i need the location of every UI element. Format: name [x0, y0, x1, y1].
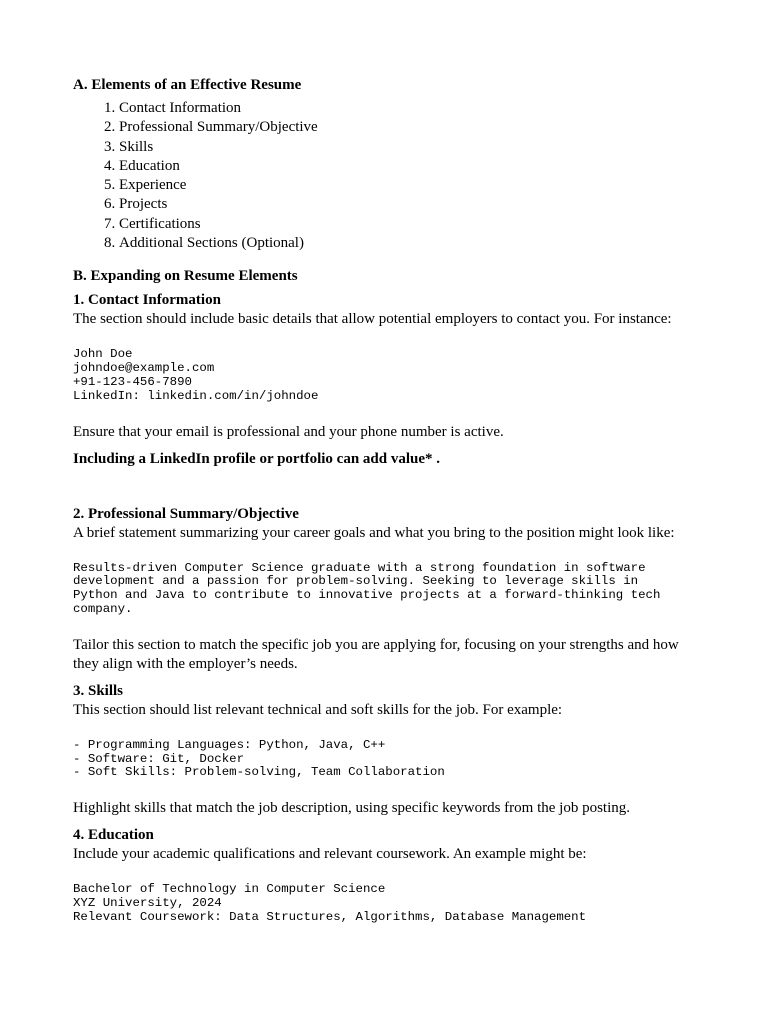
contact-code-block: John Doe johndoe@example.com +91-123-456-7890 LinkedIn: linkedin.com/in/johndoe — [73, 347, 319, 403]
section-b-heading: B. Expanding on Resume Elements — [73, 268, 298, 285]
list-item: 5. Experience — [119, 176, 698, 195]
list-item: 2. Professional Summary/Objective — [119, 118, 698, 137]
skills-heading: 3. Skills — [73, 682, 124, 699]
summary-code-block: Results-driven Computer Science graduate with a strong foundation in software development and a passion for problem-solving. Seeking to leverage skills in Python and Java to contribute to innovative projects at a forward-thinking tech company. — [73, 560, 661, 616]
contact-note: Including a LinkedIn profile or portfolio can add value* . — [73, 450, 441, 467]
list-item: 7. Certifications — [119, 215, 698, 234]
summary-heading: 2. Professional Summary/Objective — [73, 505, 299, 522]
list-item: 8. Additional Sections (Optional) — [119, 234, 698, 253]
list-item: 3. Skills — [119, 138, 698, 157]
list-item: 1. Contact Information — [119, 99, 698, 118]
document-content — [73, 76, 698, 925]
list-item: 4. Education — [119, 157, 698, 176]
education-intro: Include your academic qualifications and relevant coursework. An example might be: — [73, 846, 587, 863]
contact-intro: The section should include basic details that allow potential employers to contact you. For instance: — [73, 311, 672, 328]
skills-after: Highlight skills that match the job description, using specific keywords from the job posting. — [73, 800, 631, 817]
education-code-block: Bachelor of Technology in Computer Science XYZ University, 2024 Relevant Coursework: Data Structures, Algorithms, Database Management — [73, 882, 587, 924]
summary-intro: A brief statement summarizing your career goals and what you bring to the position might look like: — [73, 524, 675, 541]
list-item: 6. Projects — [119, 195, 698, 214]
skills-code-block: - Programming Languages: Python, Java, C++ - Software: Git, Docker - Soft Skills: Problem-solving, Team Collaboration — [73, 737, 445, 780]
summary-after: Tailor this section to match the specific job you are applying for, focusing on your strengths and how they align with the employer’s needs. — [73, 636, 679, 672]
contact-after: Ensure that your email is professional and your phone number is active. — [73, 423, 504, 440]
resume-elements-list — [73, 99, 698, 253]
skills-intro: This section should list relevant technical and soft skills for the job. For example: — [73, 701, 563, 718]
contact-heading: 1. Contact Information — [73, 292, 221, 309]
section-a-heading: A. Elements of an Effective Resume — [73, 77, 302, 93]
education-heading: 4. Education — [73, 827, 154, 844]
